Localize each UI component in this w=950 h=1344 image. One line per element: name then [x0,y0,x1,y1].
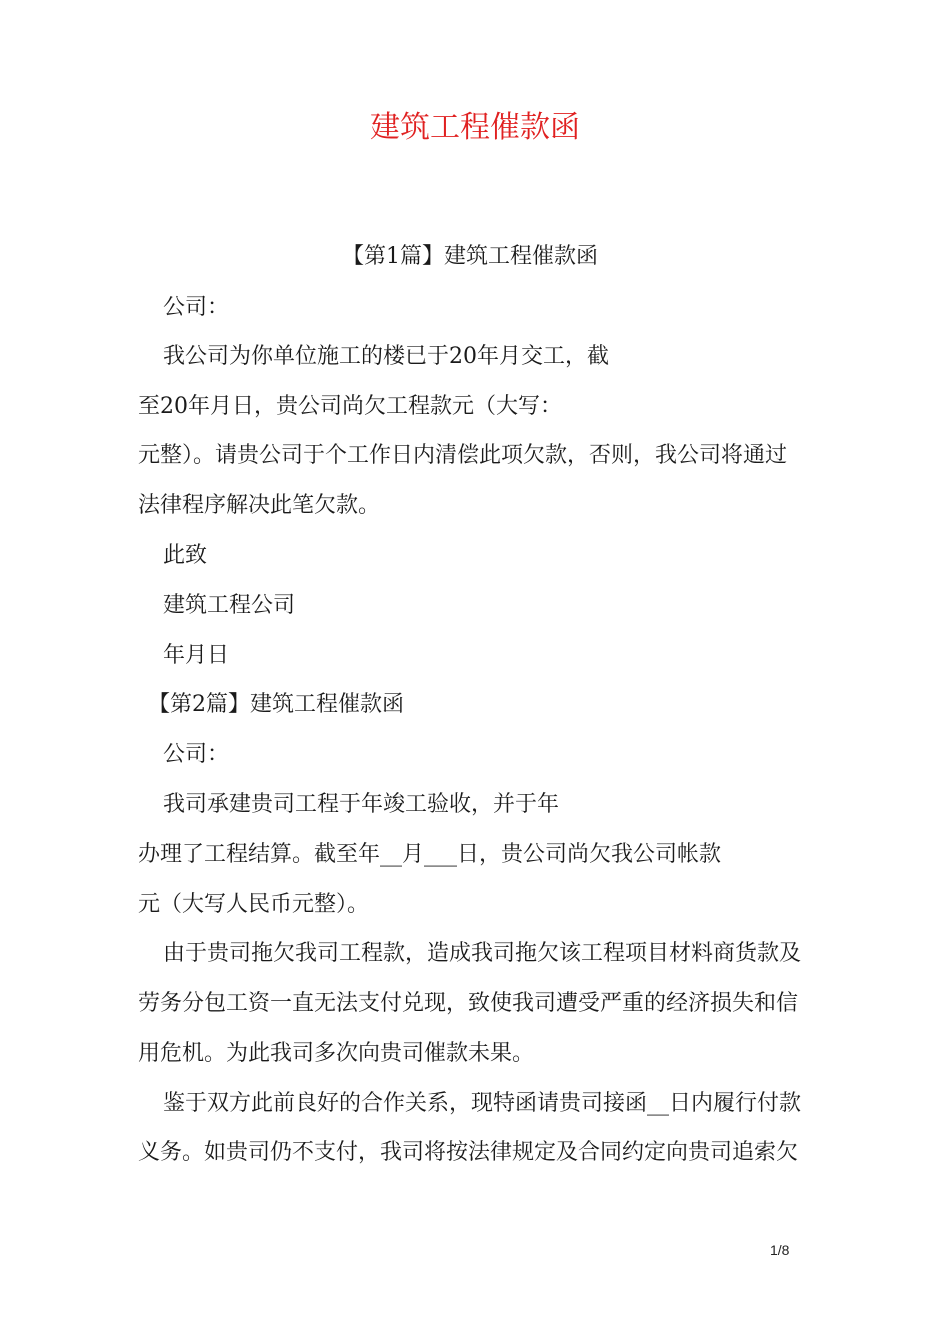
body-line: 法律程序解决此笔欠款。 [138,493,381,518]
signature-date: 年月日 [163,643,230,668]
salutation-2: 公司： [163,742,230,767]
body-line: 由于贵司拖欠我司工程款，造成我司拖欠该工程项目材料商货款及 [163,941,802,966]
body-line: 元（大写人民币元整）。 [138,892,370,917]
closing-line: 此致 [163,543,208,568]
salutation-1: 公司： [163,295,230,320]
body-line: 至20年月日，贵公司尚欠工程款元（大写： [138,394,562,419]
body-line: 用危机。为此我司多次向贵司催款未果。 [138,1041,535,1066]
document-title: 建筑工程催款函 [370,110,580,145]
body-line: 义务。如贵司仍不支付，我司将按法律规定及合同约定向贵司追索欠 [138,1140,799,1165]
page-number: 1/8 [770,1242,790,1258]
body-line: 鉴于双方此前良好的合作关系，现特函请贵司接函__日内履行付款 [163,1091,802,1116]
body-line: 我司承建贵司工程于年竣工验收，并于年 [163,792,560,817]
body-line: 劳务分包工资一直无法支付兑现，致使我司遭受严重的经济损失和信 [138,991,799,1016]
body-line: 我公司为你单位施工的楼已于20年月交工，截 [163,344,609,369]
section-heading-2: 【第2篇】建筑工程催款函 [148,692,404,717]
body-line: 元整）。请贵公司于个工作日内清偿此项欠款，否则，我公司将通过 [138,443,788,468]
signature-company: 建筑工程公司 [163,593,296,618]
body-line: 办理了工程结算。截至年__月___日，贵公司尚欠我公司帐款 [138,842,722,867]
section-heading-1: 【第1篇】建筑工程催款函 [342,244,598,269]
